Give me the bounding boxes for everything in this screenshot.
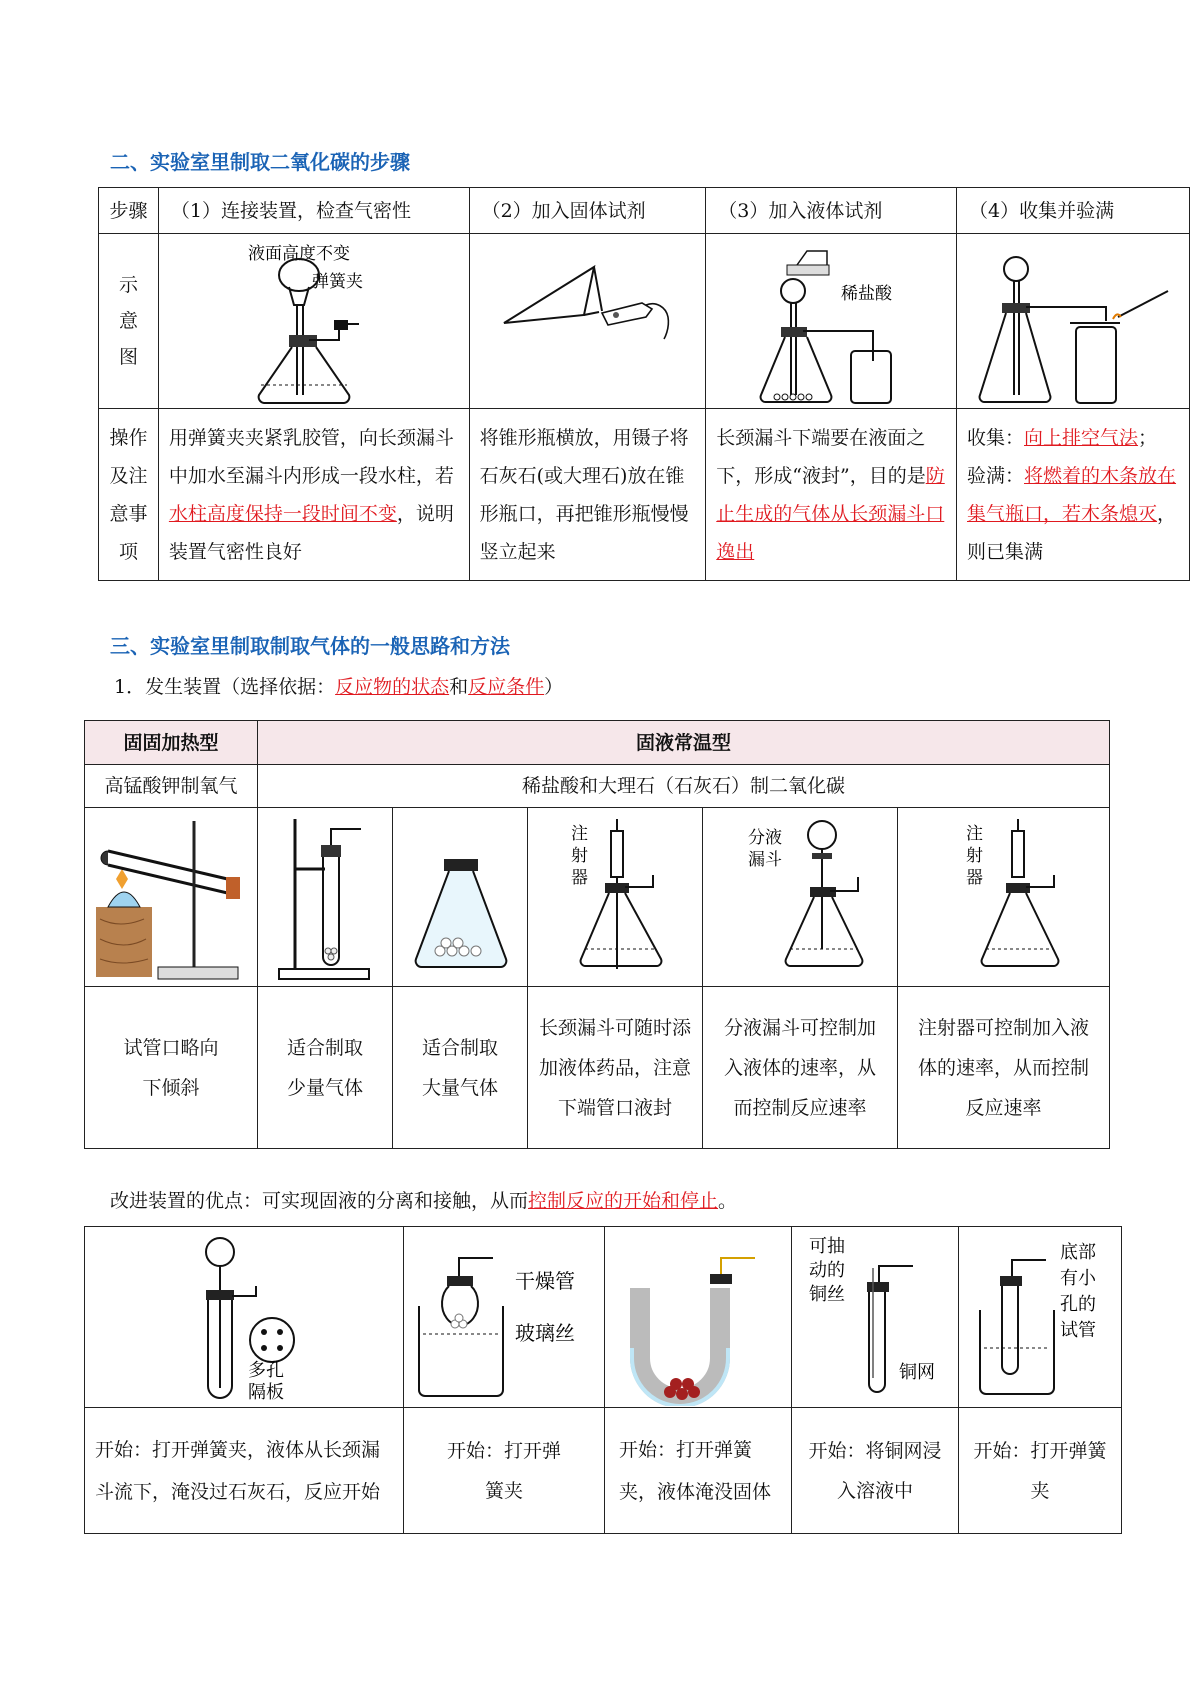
header-solid-liquid: 固液常温型 — [258, 721, 1110, 765]
label-holed-tube-1: 底部 — [1060, 1242, 1096, 1263]
label-copper-wire-3: 铜丝 — [809, 1284, 845, 1305]
label-porous-plate-2: 隔板 — [248, 1382, 284, 1403]
label-holed-tube-2: 有小 — [1060, 1268, 1096, 1289]
img-test-tube-setup — [258, 808, 393, 987]
img-separatory-funnel-setup — [703, 808, 898, 987]
steps-table — [98, 187, 1190, 581]
label-copper-wire-2: 动的 — [809, 1260, 845, 1281]
label-glass-wool: 玻璃丝 — [515, 1321, 575, 1345]
img-long-funnel-setup — [528, 808, 703, 987]
img-syringe-setup — [898, 808, 1110, 987]
img-u-tube — [605, 1227, 792, 1408]
label-copper-wire-1: 可抽 — [809, 1236, 845, 1257]
note-drying-tube: 开始：打开弹簧夹 — [404, 1408, 605, 1534]
step-3: （3）加入液体试剂 — [706, 188, 957, 234]
row-label-diagram: 示意图 — [99, 234, 159, 409]
label-level-constant: 液面高度不变 — [247, 244, 350, 264]
note-syringe: 注射器可控制加入液体的速率，从而控制反应速率 — [898, 987, 1110, 1149]
note-copper-wire: 开始：将铜网浸入溶液中 — [792, 1408, 959, 1534]
label-drying-tube: 干燥管 — [515, 1269, 575, 1293]
img-flask-setup — [393, 808, 528, 987]
svg-text:器: 器 — [965, 868, 983, 888]
label-spring-clamp: 弹簧夹 — [311, 272, 363, 292]
row-label-step: 步骤 — [99, 188, 159, 234]
img-porous-plate — [85, 1227, 404, 1408]
label-holed-tube-4: 试管 — [1060, 1320, 1096, 1341]
row-label-ops: 操作及注意事项 — [99, 409, 159, 581]
svg-text:射: 射 — [965, 846, 983, 866]
op-2: 将锥形瓶横放，用镊子将石灰石(或大理石)放在锥形瓶口，再把锥形瓶慢慢竖立起来 — [469, 409, 706, 581]
note-sep-funnel: 分液漏斗可控制加入液体的速率，从而控制反应速率 — [703, 987, 898, 1149]
img-drying-tube — [404, 1227, 605, 1408]
img-holed-test-tube — [959, 1227, 1122, 1408]
op-4: 收集：向上排空气法； 验满：将燃着的木条放在集气瓶口，若木条熄灭，则已集满 — [957, 409, 1190, 581]
op-1: 用弹簧夹夹紧乳胶管，向长颈漏斗中加水至漏斗内形成一段水柱，若水柱高度保持一段时间不变，说明装置气密性良好 — [158, 409, 469, 581]
generator-table — [84, 720, 1110, 1149]
img-heating-apparatus — [85, 808, 258, 987]
label-dilute-hcl: 稀盐酸 — [841, 284, 893, 304]
improved-table — [84, 1226, 1122, 1534]
improved-advantage-line: 改进装置的优点：可实现固液的分离和接触，从而控制反应的开始和停止。 — [110, 1190, 738, 1212]
generator-basis-line: 1．发生装置（选择依据：反应物的状态和反应条件） — [114, 676, 564, 698]
note-heating: 试管口略向下倾斜 — [85, 987, 258, 1149]
label-sep-funnel: 分液 — [748, 828, 782, 848]
note-long-funnel: 长颈漏斗可随时添加液体药品，注意下端管口液封 — [528, 987, 703, 1149]
label-copper-net: 铜网 — [899, 1362, 935, 1383]
svg-text:器: 器 — [571, 868, 588, 888]
label-syringe-b: 注 — [965, 824, 983, 844]
note-u-tube: 开始：打开弹簧夹，液体淹没固体 — [605, 1408, 792, 1534]
subheader-co2: 稀盐酸和大理石（石灰石）制二氧化碳 — [258, 765, 1110, 808]
subheader-kmno4: 高锰酸钾制氧气 — [85, 765, 258, 808]
diagram-add-solid — [469, 234, 706, 409]
step-1: （1）连接装置，检查气密性 — [158, 188, 469, 234]
label-holed-tube-3: 孔的 — [1060, 1294, 1096, 1315]
note-holed-tube: 开始：打开弹簧夹 — [959, 1408, 1122, 1534]
diagram-collect-verify — [957, 234, 1190, 409]
diagram-airtight-check — [158, 234, 469, 409]
svg-text:射: 射 — [571, 846, 588, 866]
note-porous-plate: 开始：打开弹簧夹，液体从长颈漏斗流下，淹没过石灰石，反应开始 — [85, 1408, 404, 1534]
label-porous-plate-1: 多孔 — [248, 1360, 284, 1381]
section3-title: 三、实验室里制取制取气体的一般思路和方法 — [110, 634, 510, 658]
section2-title: 二、实验室里制取二氧化碳的步骤 — [110, 150, 410, 174]
step-2: （2）加入固体试剂 — [469, 188, 706, 234]
svg-text:漏斗: 漏斗 — [748, 850, 782, 870]
op-3: 长颈漏斗下端要在液面之下，形成“液封”，目的是防止生成的气体从长颈漏斗口逸出 — [706, 409, 957, 581]
note-test-tube: 适合制取少量气体 — [258, 987, 393, 1149]
note-flask: 适合制取大量气体 — [393, 987, 528, 1149]
step-4: （4）收集并验满 — [957, 188, 1190, 234]
img-copper-wire — [792, 1227, 959, 1408]
header-solid-heating: 固固加热型 — [85, 721, 258, 765]
label-syringe-a: 注 — [571, 824, 588, 844]
diagram-add-liquid — [706, 234, 957, 409]
